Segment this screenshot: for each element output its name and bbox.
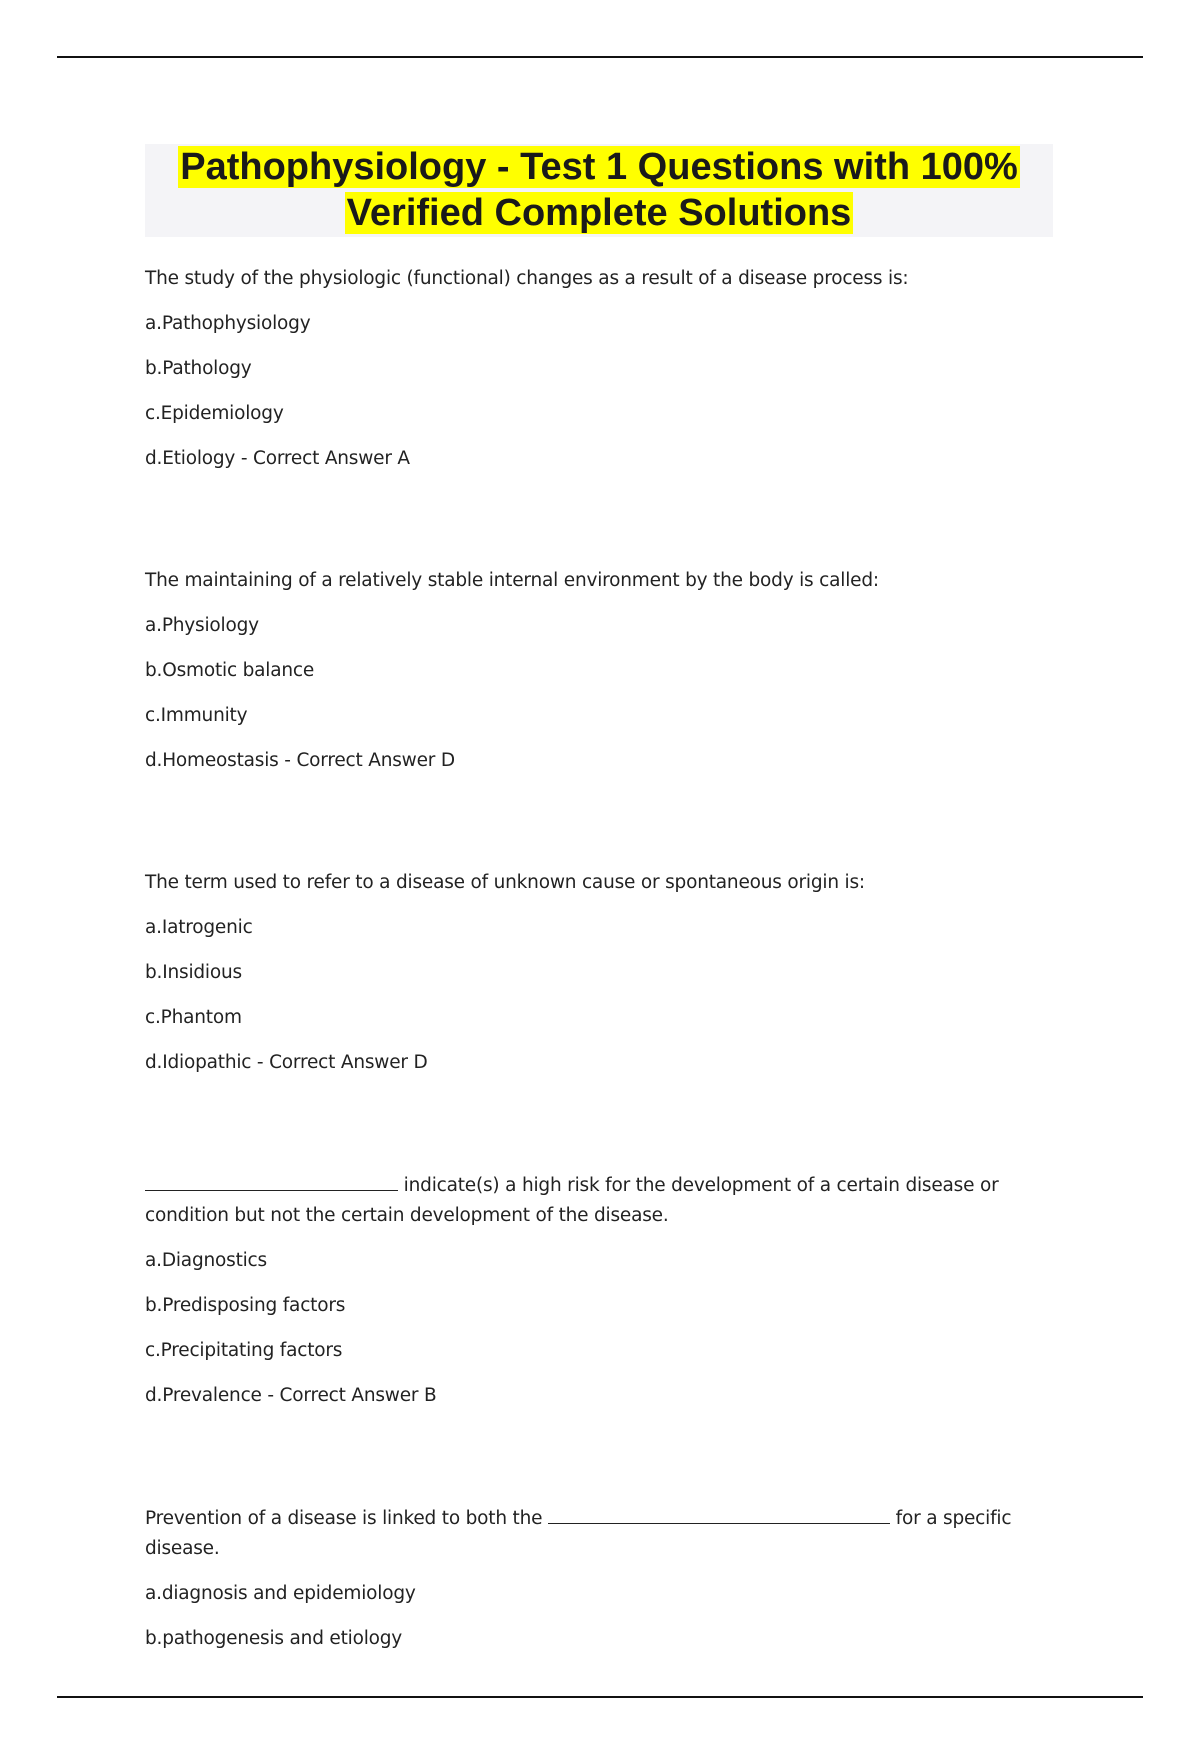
bottom-rule xyxy=(57,1696,1143,1698)
question-4 xyxy=(145,1170,1015,1411)
option-b: b.Osmotic balance xyxy=(145,660,315,681)
option-c: c.Precipitating factors xyxy=(145,1340,343,1361)
question-text: Prevention of a disease is linked to both the for a specific disease. xyxy=(145,1503,1015,1564)
option-b: b.pathogenesis and etiology xyxy=(145,1628,403,1649)
option-a: a.diagnosis and epidemiology xyxy=(145,1583,416,1604)
option-a: a.Diagnostics xyxy=(145,1250,267,1271)
title-line-2: Verified Complete Solutions xyxy=(346,192,852,234)
option-d: d.Homeostasis - Correct Answer D xyxy=(145,750,455,771)
option-c: c.Immunity xyxy=(145,705,248,726)
option-b: b.Insidious xyxy=(145,962,242,983)
question-text: The study of the physiologic (functional) changes as a result of a disease process is: xyxy=(145,268,909,289)
question-1 xyxy=(145,264,1015,474)
option-c: c.Epidemiology xyxy=(145,403,284,424)
document-title xyxy=(145,144,1053,237)
question-2 xyxy=(145,566,1015,776)
option-d: d.Etiology - Correct Answer A xyxy=(145,448,410,469)
option-b: b.Pathology xyxy=(145,358,252,379)
option-a: a.Pathophysiology xyxy=(145,313,311,334)
top-rule xyxy=(57,56,1143,58)
question-3 xyxy=(145,868,1015,1078)
option-d: d.Idiopathic - Correct Answer D xyxy=(145,1052,428,1073)
option-d: d.Prevalence - Correct Answer B xyxy=(145,1385,437,1406)
question-text: The term used to refer to a disease of unknown cause or spontaneous origin is: xyxy=(145,872,865,893)
question-list xyxy=(145,264,1015,1746)
fill-in-blank xyxy=(548,1503,890,1524)
fill-in-blank xyxy=(145,1170,398,1191)
title-line-1: Pathophysiology - Test 1 Questions with 100% xyxy=(180,146,1018,188)
option-b: b.Predisposing factors xyxy=(145,1295,346,1316)
option-c: c.Phantom xyxy=(145,1007,242,1028)
option-a: a.Physiology xyxy=(145,615,259,636)
question-text: indicate(s) a high risk for the development of a certain disease or condition but not the certain development of the disease. xyxy=(145,1170,1015,1231)
option-a: a.Iatrogenic xyxy=(145,917,253,938)
question-text: The maintaining of a relatively stable internal environment by the body is called: xyxy=(145,570,879,591)
question-5 xyxy=(145,1503,1015,1654)
